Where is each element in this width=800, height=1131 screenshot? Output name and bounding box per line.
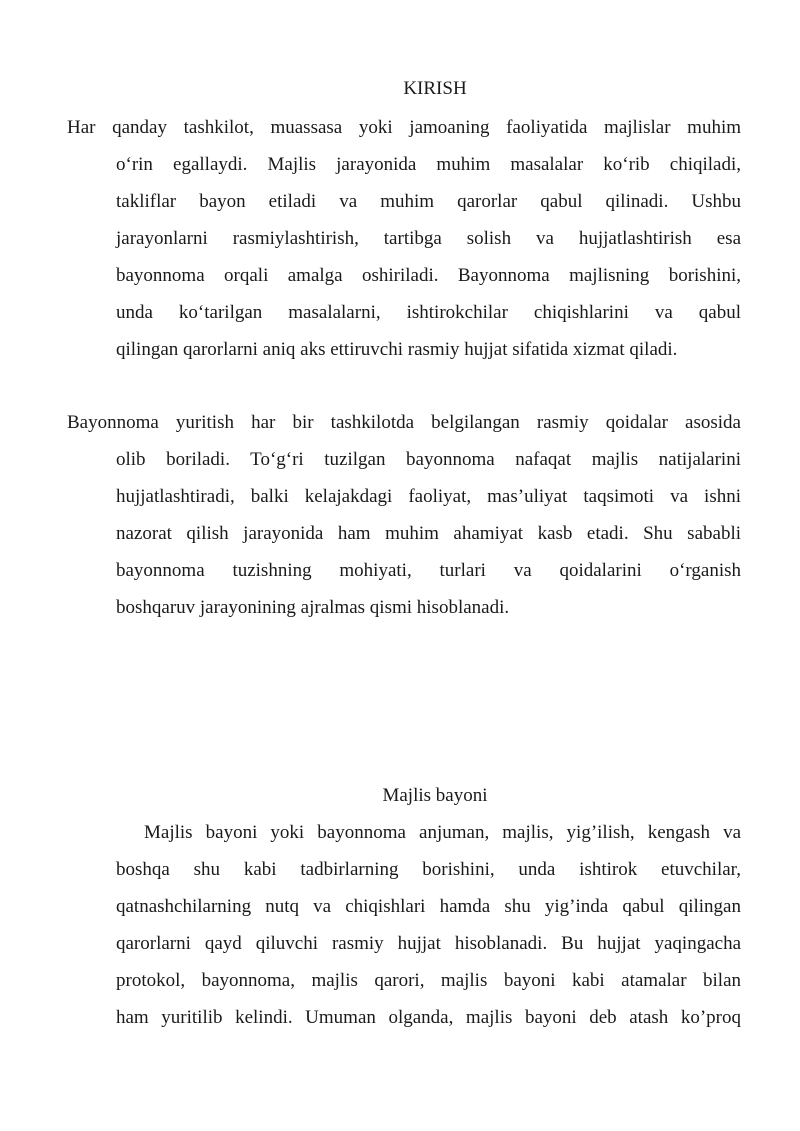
text-line: qarorlarni qayd qiluvchi rasmiy hujjat hisoblanadi. Bu hujjat yaqingacha: [116, 933, 741, 954]
text-line: ham yuritilib kelindi. Umuman olganda, majlis bayoni deb atash ko’proq: [116, 1007, 741, 1028]
text-line: unda ko‘tarilgan masalalarni, ishtirokchilar chiqishlarini va qabul: [116, 302, 741, 323]
text-line: qilingan qarorlarni aniq aks ettiruvchi rasmiy hujjat sifatida xizmat qiladi.: [116, 339, 678, 360]
text-line: boshqaruv jarayonining ajralmas qismi hisoblanadi.: [116, 597, 510, 618]
text-line: protokol, bayonnoma, majlis qarori, majlis bayoni kabi atamalar bilan: [116, 970, 741, 991]
text-line: nazorat qilish jarayonida ham muhim ahamiyat kasb etadi. Shu sababli: [116, 523, 741, 544]
text-line: Bayonnoma yuritish har bir tashkilotda belgilangan rasmiy qoidalar asosida: [67, 412, 741, 433]
text-line: bayonnoma tuzishning mohiyati, turlari va qoidalarini o‘rganish: [116, 560, 741, 581]
intro-paragraph-1: [67, 109, 741, 368]
text-line: olib boriladi. To‘g‘ri tuzilgan bayonnoma nafaqat majlis natijalarini: [116, 449, 741, 470]
text-line: hujjatlashtiradi, balki kelajakdagi faoliyat, mas’uliyat taqsimoti va ishni: [116, 486, 741, 507]
section-paragraph-1: [67, 814, 741, 1036]
text-line: o‘rin egallaydi. Majlis jarayonida muhim masalalar ko‘rib chiqiladi,: [116, 154, 741, 175]
text-line: Har qanday tashkilot, muassasa yoki jamoaning faoliyatida majlislar muhim: [67, 117, 741, 138]
intro-heading: KIRISH: [403, 78, 467, 99]
text-line: jarayonlarni rasmiylashtirish, tartibga solish va hujjatlashtirish esa: [116, 228, 741, 249]
text-line: boshqa shu kabi tadbirlarning borishini, unda ishtirok etuvchilar,: [116, 859, 741, 880]
text-line: qatnashchilarning nutq va chiqishlari hamda shu yig’inda qabul qilingan: [116, 896, 741, 917]
text-line: bayonnoma orqali amalga oshiriladi. Bayonnoma majlisning borishini,: [116, 265, 741, 286]
text-line: takliflar bayon etiladi va muhim qarorlar qabul qilinadi. Ushbu: [116, 191, 741, 212]
section-heading: Majlis bayoni: [382, 785, 488, 806]
text-line: Majlis bayoni yoki bayonnoma anjuman, majlis, yig’ilish, kengash va: [144, 822, 741, 843]
intro-paragraph-2: [67, 404, 741, 626]
